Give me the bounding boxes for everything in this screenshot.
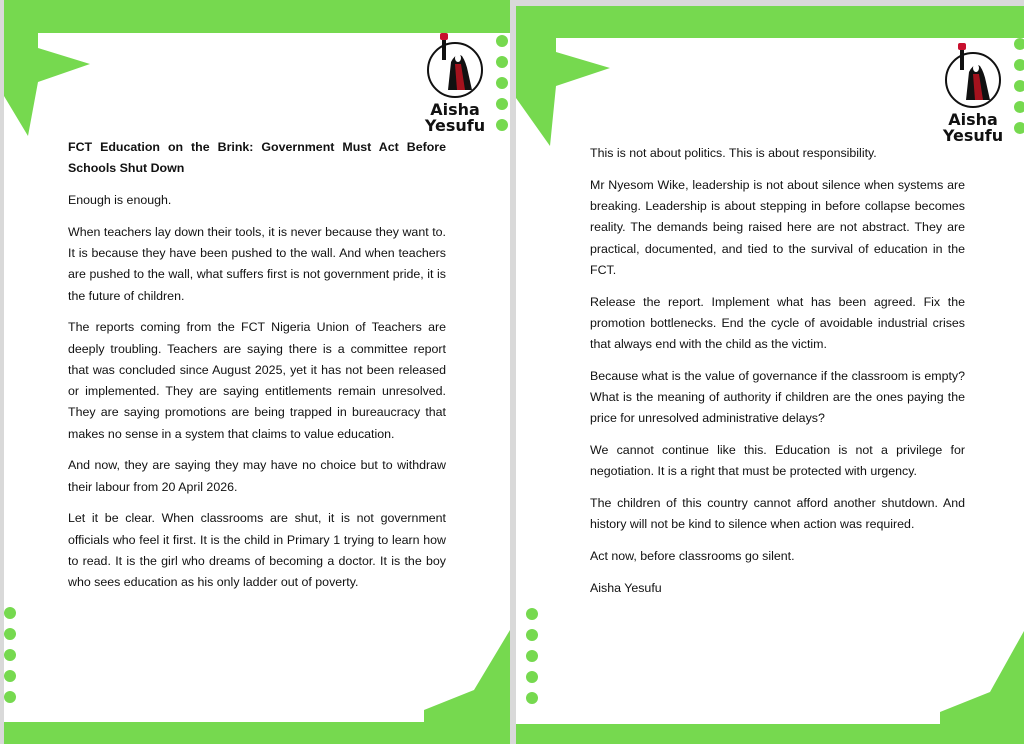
paragraph: The children of this country cannot afford another shutdown. And history will not be kind to silence when action was required. xyxy=(590,496,965,532)
paragraph: Let it be clear. When classrooms are shut, it is not government officials who feel it first. It is the child in Primary 1 trying to learn how to read. It is the girl who dreams of becoming a doctor. It is the boy who sees education as his only ladder out of poverty. xyxy=(68,511,446,590)
top-right-dots xyxy=(1014,38,1024,143)
logo-name-last: Yesufu xyxy=(942,126,1004,145)
paragraph: Enough is enough. xyxy=(68,192,172,207)
paragraph: The reports coming from the FCT Nigeria Union of Teachers are deeply troubling. Teachers are saying there is a committee report that was concluded since August 2025, yet it has not been released or implemented. They are saying entitlements remain unresolved. They are saying promotions are being trapped in bureaucracy that makes no sense in a system that claims to value education. xyxy=(68,320,446,441)
paragraph: We cannot continue like this. Education is not a privilege for negotiation. It is a right that must be protected with urgency. xyxy=(590,443,965,479)
paragraph: This is not about politics. This is about responsibility. xyxy=(590,146,877,160)
paragraph: Release the report. Implement what has been agreed. Fix the promotion bottlenecks. End the cycle of avoidable industrial crises that always end with the child as the victim. xyxy=(590,294,965,352)
raised-fist-woman-icon xyxy=(425,32,485,102)
logo-name-first: Aisha xyxy=(948,110,998,129)
bottom-left-dots xyxy=(4,607,16,712)
paragraph: Because what is the value of governance if the classroom is empty? What is the meaning of authority if children are the ones paying the price for unresolved administrative delays? xyxy=(590,368,965,426)
bottom-left-dots xyxy=(526,608,538,713)
bottom-right-corner-shape xyxy=(4,630,510,744)
raised-fist-woman-icon xyxy=(943,42,1003,112)
letter-page-2 xyxy=(516,6,1024,744)
top-right-dots xyxy=(496,35,508,140)
logo-name-first: Aisha xyxy=(430,100,480,119)
signature: Aisha Yesufu xyxy=(590,580,662,595)
logo-name-last: Yesufu xyxy=(424,116,486,135)
aisha-yesufu-logo xyxy=(938,42,1008,144)
paragraph: Mr Nyesom Wike, leadership is not about silence when systems are breaking. Leadership is about stepping in before collapse becomes reality. The demands being raised here are not abstract. They are practical, documented, and tied to the survival of education in the FCT. xyxy=(590,177,965,277)
paragraph: When teachers lay down their tools, it is never because they want to. It is because they have been pushed to the wall. And when teachers are pushed to the wall, what suffers first is not government pride, it is the future of children. xyxy=(68,224,446,303)
letter-page-1 xyxy=(4,0,510,744)
paragraph: Act now, before classrooms go silent. xyxy=(590,549,795,564)
paragraph: And now, they are saying they may have no choice but to withdraw their labour from 20 April 2026. xyxy=(68,458,446,494)
letter-title: FCT Education on the Brink: Government Must Act Before Schools Shut Down xyxy=(68,140,446,176)
page-2-body xyxy=(590,143,965,609)
page-1-body xyxy=(68,137,446,604)
bottom-right-corner-shape xyxy=(516,631,1024,744)
aisha-yesufu-logo xyxy=(420,32,490,134)
